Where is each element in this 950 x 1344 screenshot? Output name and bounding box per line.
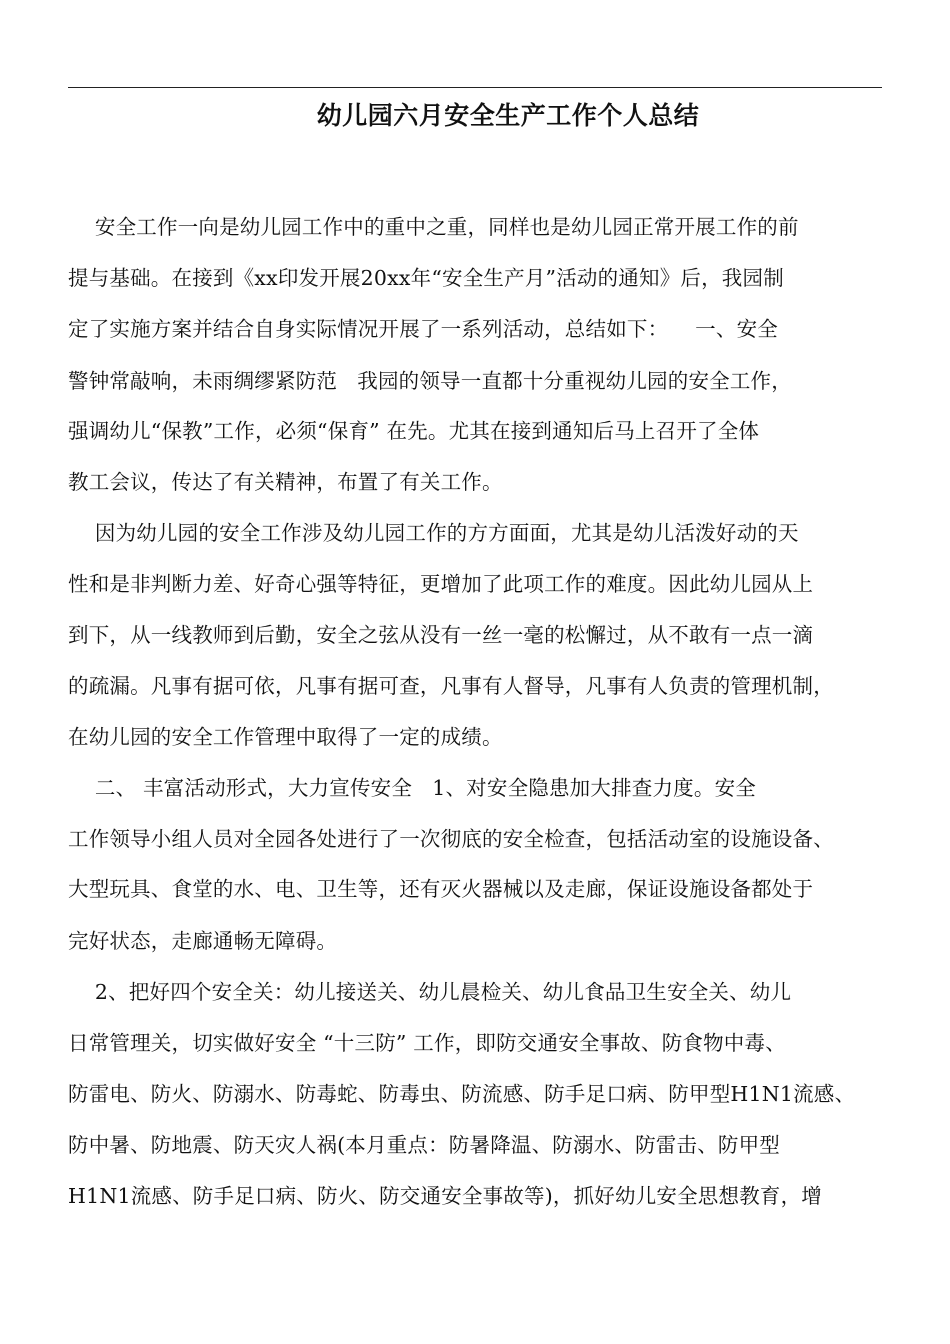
header-rule bbox=[68, 87, 882, 88]
body-line: 的疏漏。凡事有据可依，凡事有据可查，凡事有人督导，凡事有人负责的管理机制， bbox=[68, 674, 834, 698]
body-line: 安全工作一向是幼儿园工作中的重中之重，同样也是幼儿园正常开展工作的前 bbox=[68, 215, 799, 239]
body-line: 防中暑、防地震、防天灾人祸(本月重点：防暑降温、防溺水、防雷击、防甲型 bbox=[68, 1133, 780, 1157]
body-line: 二、 丰富活动形式，大力宣传安全 1、对安全隐患加大排查力度。安全 bbox=[68, 776, 756, 800]
body-line: H1N1流感、防手足口病、防火、防交通安全事故等)，抓好幼儿安全思想教育，增 bbox=[68, 1184, 822, 1208]
body-line: 防雷电、防火、防溺水、防毒蛇、防毒虫、防流感、防手足口病、防甲型H1N1流感、 bbox=[68, 1082, 856, 1106]
body-line: 教工会议，传达了有关精神，布置了有关工作。 bbox=[68, 470, 503, 494]
body-line: 到下，从一线教师到后勤，安全之弦从没有一丝一毫的松懈过，从不敢有一点一滴 bbox=[68, 623, 814, 647]
body-line: 完好状态，走廊通畅无障碍。 bbox=[68, 929, 338, 953]
body-line: 日常管理关，切实做好安全 “十三防” 工作，即防交通安全事故、防食物中毒、 bbox=[68, 1031, 786, 1055]
document-title: 幼儿园六月安全生产工作个人总结 bbox=[316, 101, 700, 130]
body-line: 提与基础。在接到《xx印发开展20xx年“安全生产月”活动的通知》后，我园制 bbox=[68, 266, 784, 290]
body-line: 定了实施方案并结合自身实际情况开展了一系列活动，总结如下： 一、安全 bbox=[68, 317, 778, 341]
body-line: 大型玩具、食堂的水、电、卫生等，还有灭火器械以及走廊，保证设施设备都处于 bbox=[68, 877, 814, 901]
body-line: 因为幼儿园的安全工作涉及幼儿园工作的方方面面，尤其是幼儿活泼好动的天 bbox=[68, 521, 799, 545]
body-line: 性和是非判断力差、好奇心强等特征，更增加了此项工作的难度。因此幼儿园从上 bbox=[68, 572, 814, 596]
body-line: 强调幼儿“保教”工作，必须“保育” 在先。尤其在接到通知后马上召开了全体 bbox=[68, 419, 760, 443]
body-line: 警钟常敲响，未雨绸缪紧防范 我园的领导一直都十分重视幼儿园的安全工作， bbox=[68, 369, 792, 393]
body-line: 在幼儿园的安全工作管理中取得了一定的成绩。 bbox=[68, 725, 503, 749]
body-line: 工作领导小组人员对全园各处进行了一次彻底的安全检查，包括活动室的设施设备、 bbox=[68, 827, 834, 851]
body-line: 2、把好四个安全关：幼儿接送关、幼儿晨检关、幼儿食品卫生安全关、幼儿 bbox=[68, 980, 792, 1004]
